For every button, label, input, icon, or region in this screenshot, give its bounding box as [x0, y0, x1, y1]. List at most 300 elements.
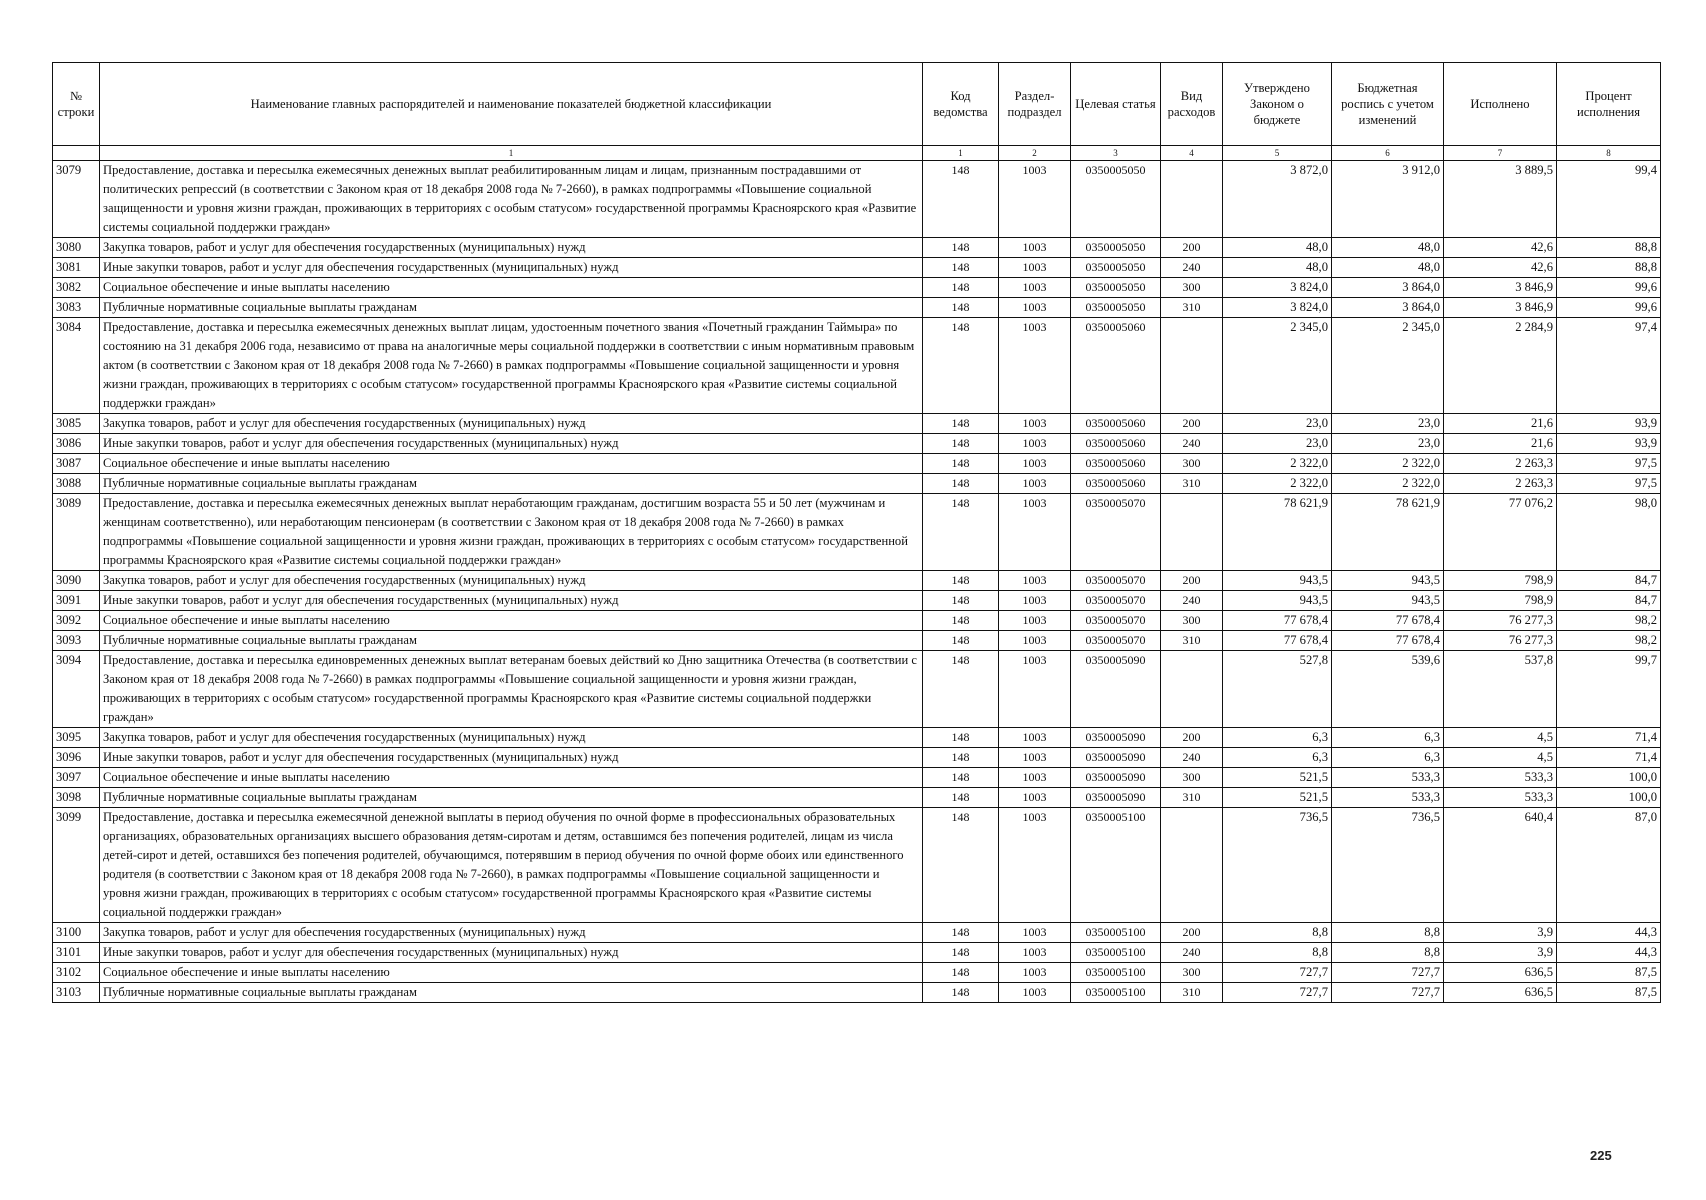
section-cell: 1003	[999, 768, 1071, 788]
percent-cell: 87,5	[1557, 963, 1661, 983]
target-cell: 0350005060	[1071, 454, 1161, 474]
executed-cell: 76 277,3	[1444, 611, 1557, 631]
approved-cell: 943,5	[1223, 591, 1332, 611]
approved-cell: 23,0	[1223, 414, 1332, 434]
ved-code-cell: 148	[923, 454, 999, 474]
percent-cell: 84,7	[1557, 571, 1661, 591]
ved-code-cell: 148	[923, 434, 999, 454]
target-cell: 0350005070	[1071, 591, 1161, 611]
expense-type-cell: 300	[1161, 768, 1223, 788]
budget-list-cell: 3 912,0	[1332, 161, 1444, 238]
budget-list-cell: 78 621,9	[1332, 494, 1444, 571]
header-row	[53, 63, 1661, 146]
executed-cell: 533,3	[1444, 768, 1557, 788]
section-cell: 1003	[999, 318, 1071, 414]
row-number-cell: 3099	[53, 808, 100, 923]
row-name-cell: Социальное обеспечение и иные выплаты населению	[100, 611, 923, 631]
ved-code-cell: 148	[923, 258, 999, 278]
row-name-cell: Закупка товаров, работ и услуг для обеспечения государственных (муниципальных) нужд	[100, 571, 923, 591]
approved-cell: 78 621,9	[1223, 494, 1332, 571]
expense-type-cell: 240	[1161, 748, 1223, 768]
row-number-cell: 3089	[53, 494, 100, 571]
ved-code-cell: 148	[923, 631, 999, 651]
approved-cell: 521,5	[1223, 768, 1332, 788]
page-number: 225	[1590, 1148, 1612, 1163]
section-cell: 1003	[999, 571, 1071, 591]
executed-cell: 533,3	[1444, 788, 1557, 808]
percent-cell: 87,0	[1557, 808, 1661, 923]
table-row	[53, 728, 1661, 748]
section-cell: 1003	[999, 983, 1071, 1003]
percent-cell: 100,0	[1557, 788, 1661, 808]
row-number-cell: 3095	[53, 728, 100, 748]
ved-code-cell: 148	[923, 238, 999, 258]
budget-list-cell: 727,7	[1332, 983, 1444, 1003]
expense-type-cell: 300	[1161, 611, 1223, 631]
ved-code-cell: 148	[923, 318, 999, 414]
ved-code-cell: 148	[923, 474, 999, 494]
table-row	[53, 943, 1661, 963]
row-number-cell: 3080	[53, 238, 100, 258]
expense-type-cell: 310	[1161, 983, 1223, 1003]
ved-code-cell: 148	[923, 161, 999, 238]
approved-cell: 3 872,0	[1223, 161, 1332, 238]
section-cell: 1003	[999, 161, 1071, 238]
table-row	[53, 474, 1661, 494]
header-name: Наименование главных распорядителей и наименование показателей бюджетной классификации	[100, 63, 923, 146]
budget-list-cell: 23,0	[1332, 414, 1444, 434]
budget-list-cell: 6,3	[1332, 748, 1444, 768]
row-number-cell: 3083	[53, 298, 100, 318]
row-number-cell: 3100	[53, 923, 100, 943]
header-percent: Процент исполнения	[1557, 63, 1661, 146]
table-row	[53, 494, 1661, 571]
section-cell: 1003	[999, 728, 1071, 748]
executed-cell: 4,5	[1444, 728, 1557, 748]
table-row	[53, 298, 1661, 318]
section-cell: 1003	[999, 631, 1071, 651]
table-row	[53, 571, 1661, 591]
budget-list-cell: 6,3	[1332, 728, 1444, 748]
column-number: 4	[1161, 146, 1223, 161]
section-cell: 1003	[999, 258, 1071, 278]
percent-cell: 100,0	[1557, 768, 1661, 788]
row-name-cell: Социальное обеспечение и иные выплаты населению	[100, 768, 923, 788]
executed-cell: 537,8	[1444, 651, 1557, 728]
target-cell: 0350005100	[1071, 943, 1161, 963]
row-number-cell: 3086	[53, 434, 100, 454]
row-name-cell: Предоставление, доставка и пересылка ежемесячных денежных выплат лицам, удостоенным почетного звания «Почетный гражданин Таймыра» по состоянию на 31 декабря 2006 года, независимо от права на аналогичные меры социальной поддержки в соответствии с иным нормативным правовым актом (в соответствии с Законом края от 18 декабря 2008 года № 7-2660) в рамках подпрограммы «Повышение социальной защищенности и уровня жизни граждан, проживающих в территориях с особым статусом» государственной программы Красноярского края «Развитие системы социальной поддержки граждан»	[100, 318, 923, 414]
row-name-cell: Публичные нормативные социальные выплаты гражданам	[100, 474, 923, 494]
section-cell: 1003	[999, 591, 1071, 611]
expense-type-cell	[1161, 161, 1223, 238]
row-name-cell: Закупка товаров, работ и услуг для обеспечения государственных (муниципальных) нужд	[100, 923, 923, 943]
target-cell: 0350005060	[1071, 414, 1161, 434]
ved-code-cell: 148	[923, 943, 999, 963]
row-number-cell: 3079	[53, 161, 100, 238]
executed-cell: 4,5	[1444, 748, 1557, 768]
executed-cell: 3 846,9	[1444, 298, 1557, 318]
table-body	[53, 161, 1661, 1003]
table-row	[53, 238, 1661, 258]
section-cell: 1003	[999, 494, 1071, 571]
column-number: 6	[1332, 146, 1444, 161]
expense-type-cell: 310	[1161, 788, 1223, 808]
target-cell: 0350005100	[1071, 923, 1161, 943]
target-cell: 0350005100	[1071, 963, 1161, 983]
executed-cell: 3,9	[1444, 923, 1557, 943]
executed-cell: 21,6	[1444, 434, 1557, 454]
approved-cell: 521,5	[1223, 788, 1332, 808]
header-target: Целевая статья	[1071, 63, 1161, 146]
ved-code-cell: 148	[923, 278, 999, 298]
executed-cell: 2 284,9	[1444, 318, 1557, 414]
ved-code-cell: 148	[923, 748, 999, 768]
table-row	[53, 923, 1661, 943]
target-cell: 0350005050	[1071, 258, 1161, 278]
expense-type-cell	[1161, 494, 1223, 571]
approved-cell: 736,5	[1223, 808, 1332, 923]
row-name-cell: Публичные нормативные социальные выплаты гражданам	[100, 631, 923, 651]
expense-type-cell	[1161, 318, 1223, 414]
expense-type-cell: 200	[1161, 923, 1223, 943]
column-numbers-row	[53, 146, 1661, 161]
target-cell: 0350005090	[1071, 651, 1161, 728]
executed-cell: 21,6	[1444, 414, 1557, 434]
approved-cell: 727,7	[1223, 963, 1332, 983]
row-number-cell: 3091	[53, 591, 100, 611]
percent-cell: 44,3	[1557, 943, 1661, 963]
executed-cell: 640,4	[1444, 808, 1557, 923]
target-cell: 0350005050	[1071, 161, 1161, 238]
budget-list-cell: 727,7	[1332, 963, 1444, 983]
ved-code-cell: 148	[923, 768, 999, 788]
table-header	[53, 63, 1661, 161]
budget-list-cell: 2 322,0	[1332, 474, 1444, 494]
ved-code-cell: 148	[923, 591, 999, 611]
section-cell: 1003	[999, 298, 1071, 318]
column-number: 7	[1444, 146, 1557, 161]
row-number-cell: 3097	[53, 768, 100, 788]
percent-cell: 98,2	[1557, 611, 1661, 631]
expense-type-cell: 310	[1161, 631, 1223, 651]
column-number: 8	[1557, 146, 1661, 161]
budget-list-cell: 48,0	[1332, 258, 1444, 278]
budget-list-cell: 736,5	[1332, 808, 1444, 923]
percent-cell: 98,0	[1557, 494, 1661, 571]
target-cell: 0350005070	[1071, 611, 1161, 631]
approved-cell: 6,3	[1223, 748, 1332, 768]
ved-code-cell: 148	[923, 414, 999, 434]
target-cell: 0350005060	[1071, 318, 1161, 414]
row-name-cell: Предоставление, доставка и пересылка ежемесячной денежной выплаты в период обучения по очной форме в профессиональных образовательных организациях, образовательных организациях высшего образования детям-сиротам и детям, оставшимся без попечения родителей, лицам из числа детей-сирот и детей, оставшихся без попечения родителей, обучающимся, потерявшим в период обучения по очной форме обоих или единственного родителя (в соответствии с Законом края от 18 декабря 2008 года № 7-2660), в рамках подпрограммы «Повышение социальной защищенности и уровня жизни граждан, проживающих в территориях с особым статусом» государственной программы Красноярского края «Развитие системы социальной поддержки граждан»	[100, 808, 923, 923]
row-number-cell: 3103	[53, 983, 100, 1003]
percent-cell: 71,4	[1557, 748, 1661, 768]
section-cell: 1003	[999, 611, 1071, 631]
executed-cell: 798,9	[1444, 571, 1557, 591]
approved-cell: 2 345,0	[1223, 318, 1332, 414]
target-cell: 0350005090	[1071, 748, 1161, 768]
percent-cell: 99,6	[1557, 298, 1661, 318]
budget-list-cell: 8,8	[1332, 923, 1444, 943]
section-cell: 1003	[999, 808, 1071, 923]
percent-cell: 88,8	[1557, 258, 1661, 278]
percent-cell: 97,5	[1557, 474, 1661, 494]
header-expense-type: Вид расходов	[1161, 63, 1223, 146]
executed-cell: 77 076,2	[1444, 494, 1557, 571]
row-number-cell: 3101	[53, 943, 100, 963]
approved-cell: 3 824,0	[1223, 298, 1332, 318]
expense-type-cell: 300	[1161, 278, 1223, 298]
table-row	[53, 434, 1661, 454]
section-cell: 1003	[999, 238, 1071, 258]
expense-type-cell: 310	[1161, 298, 1223, 318]
executed-cell: 3,9	[1444, 943, 1557, 963]
executed-cell: 42,6	[1444, 238, 1557, 258]
target-cell: 0350005050	[1071, 238, 1161, 258]
table-row	[53, 651, 1661, 728]
row-name-cell: Предоставление, доставка и пересылка ежемесячных денежных выплат неработающим гражданам, достигшим возраста 55 и 50 лет (мужчинам и женщинам соответственно), или неработающим пенсионерам (в соответствии с Законом края от 18 декабря 2008 года № 7-2660) в рамках подпрограммы «Повышение социальной защищенности и уровня жизни граждан, проживающих в территориях с особым статусом» государственной программы Красноярского края «Развитие системы социальной поддержки граждан»	[100, 494, 923, 571]
budget-list-cell: 2 322,0	[1332, 454, 1444, 474]
table-row	[53, 414, 1661, 434]
section-cell: 1003	[999, 748, 1071, 768]
executed-cell: 3 889,5	[1444, 161, 1557, 238]
row-name-cell: Иные закупки товаров, работ и услуг для обеспечения государственных (муниципальных) нужд	[100, 434, 923, 454]
expense-type-cell: 200	[1161, 414, 1223, 434]
row-number-cell: 3093	[53, 631, 100, 651]
approved-cell: 943,5	[1223, 571, 1332, 591]
table-row	[53, 631, 1661, 651]
budget-list-cell: 77 678,4	[1332, 611, 1444, 631]
percent-cell: 44,3	[1557, 923, 1661, 943]
budget-list-cell: 77 678,4	[1332, 631, 1444, 651]
percent-cell: 99,7	[1557, 651, 1661, 728]
row-number-cell: 3088	[53, 474, 100, 494]
expense-type-cell: 300	[1161, 963, 1223, 983]
section-cell: 1003	[999, 414, 1071, 434]
section-cell: 1003	[999, 788, 1071, 808]
percent-cell: 93,9	[1557, 414, 1661, 434]
expense-type-cell: 200	[1161, 571, 1223, 591]
approved-cell: 48,0	[1223, 258, 1332, 278]
ved-code-cell: 148	[923, 494, 999, 571]
table-row	[53, 963, 1661, 983]
header-approved: Утверждено Законом о бюджете	[1223, 63, 1332, 146]
header-executed: Исполнено	[1444, 63, 1557, 146]
table-row	[53, 454, 1661, 474]
percent-cell: 87,5	[1557, 983, 1661, 1003]
executed-cell: 2 263,3	[1444, 454, 1557, 474]
row-number-cell: 3082	[53, 278, 100, 298]
budget-list-cell: 533,3	[1332, 768, 1444, 788]
expense-type-cell: 310	[1161, 474, 1223, 494]
ved-code-cell: 148	[923, 611, 999, 631]
budget-list-cell: 943,5	[1332, 591, 1444, 611]
row-name-cell: Публичные нормативные социальные выплаты гражданам	[100, 298, 923, 318]
budget-list-cell: 48,0	[1332, 238, 1444, 258]
target-cell: 0350005090	[1071, 728, 1161, 748]
expense-type-cell	[1161, 651, 1223, 728]
row-name-cell: Публичные нормативные социальные выплаты гражданам	[100, 983, 923, 1003]
approved-cell: 2 322,0	[1223, 474, 1332, 494]
section-cell: 1003	[999, 474, 1071, 494]
target-cell: 0350005070	[1071, 494, 1161, 571]
table-row	[53, 808, 1661, 923]
header-row-number: № строки	[53, 63, 100, 146]
target-cell: 0350005050	[1071, 278, 1161, 298]
row-name-cell: Социальное обеспечение и иные выплаты населению	[100, 963, 923, 983]
expense-type-cell	[1161, 808, 1223, 923]
column-number: 1	[923, 146, 999, 161]
table-row	[53, 983, 1661, 1003]
budget-list-cell: 23,0	[1332, 434, 1444, 454]
budget-list-cell: 8,8	[1332, 943, 1444, 963]
column-number: 2	[999, 146, 1071, 161]
table-row	[53, 161, 1661, 238]
row-number-cell: 3087	[53, 454, 100, 474]
row-number-cell: 3081	[53, 258, 100, 278]
row-name-cell: Социальное обеспечение и иные выплаты населению	[100, 278, 923, 298]
approved-cell: 8,8	[1223, 943, 1332, 963]
section-cell: 1003	[999, 923, 1071, 943]
row-name-cell: Закупка товаров, работ и услуг для обеспечения государственных (муниципальных) нужд	[100, 728, 923, 748]
executed-cell: 2 263,3	[1444, 474, 1557, 494]
approved-cell: 77 678,4	[1223, 631, 1332, 651]
executed-cell: 76 277,3	[1444, 631, 1557, 651]
percent-cell: 97,4	[1557, 318, 1661, 414]
table-row	[53, 788, 1661, 808]
row-number-cell: 3084	[53, 318, 100, 414]
expense-type-cell: 240	[1161, 434, 1223, 454]
approved-cell: 8,8	[1223, 923, 1332, 943]
section-cell: 1003	[999, 943, 1071, 963]
row-name-cell: Публичные нормативные социальные выплаты гражданам	[100, 788, 923, 808]
ved-code-cell: 148	[923, 788, 999, 808]
section-cell: 1003	[999, 278, 1071, 298]
approved-cell: 48,0	[1223, 238, 1332, 258]
row-name-cell: Иные закупки товаров, работ и услуг для обеспечения государственных (муниципальных) нужд	[100, 591, 923, 611]
percent-cell: 93,9	[1557, 434, 1661, 454]
header-budget-list: Бюджетная роспись с учетом изменений	[1332, 63, 1444, 146]
row-name-cell: Иные закупки товаров, работ и услуг для обеспечения государственных (муниципальных) нужд	[100, 258, 923, 278]
section-cell: 1003	[999, 651, 1071, 728]
ved-code-cell: 148	[923, 983, 999, 1003]
ved-code-cell: 148	[923, 808, 999, 923]
section-cell: 1003	[999, 963, 1071, 983]
row-number-cell: 3094	[53, 651, 100, 728]
percent-cell: 97,5	[1557, 454, 1661, 474]
budget-execution-table	[52, 62, 1661, 1003]
row-name-cell: Иные закупки товаров, работ и услуг для обеспечения государственных (муниципальных) нужд	[100, 748, 923, 768]
budget-list-cell: 3 864,0	[1332, 278, 1444, 298]
column-number	[53, 146, 100, 161]
expense-type-cell: 200	[1161, 728, 1223, 748]
row-number-cell: 3085	[53, 414, 100, 434]
approved-cell: 6,3	[1223, 728, 1332, 748]
approved-cell: 727,7	[1223, 983, 1332, 1003]
row-number-cell: 3092	[53, 611, 100, 631]
executed-cell: 42,6	[1444, 258, 1557, 278]
column-number: 5	[1223, 146, 1332, 161]
executed-cell: 798,9	[1444, 591, 1557, 611]
percent-cell: 88,8	[1557, 238, 1661, 258]
percent-cell: 98,2	[1557, 631, 1661, 651]
approved-cell: 77 678,4	[1223, 611, 1332, 631]
approved-cell: 23,0	[1223, 434, 1332, 454]
row-number-cell: 3090	[53, 571, 100, 591]
percent-cell: 99,6	[1557, 278, 1661, 298]
table-row	[53, 748, 1661, 768]
row-number-cell: 3098	[53, 788, 100, 808]
row-number-cell: 3102	[53, 963, 100, 983]
approved-cell: 3 824,0	[1223, 278, 1332, 298]
section-cell: 1003	[999, 454, 1071, 474]
budget-list-cell: 943,5	[1332, 571, 1444, 591]
percent-cell: 71,4	[1557, 728, 1661, 748]
target-cell: 0350005070	[1071, 571, 1161, 591]
target-cell: 0350005100	[1071, 808, 1161, 923]
ved-code-cell: 148	[923, 571, 999, 591]
table-row	[53, 611, 1661, 631]
row-name-cell: Иные закупки товаров, работ и услуг для обеспечения государственных (муниципальных) нужд	[100, 943, 923, 963]
executed-cell: 636,5	[1444, 963, 1557, 983]
target-cell: 0350005060	[1071, 474, 1161, 494]
target-cell: 0350005070	[1071, 631, 1161, 651]
row-name-cell: Предоставление, доставка и пересылка единовременных денежных выплат ветеранам боевых действий ко Дню защитника Отечества (в соответствии с Законом края от 18 декабря 2008 года № 7-2660) в рамках подпрограммы «Повышение социальной защищенности и уровня жизни граждан, проживающих в территориях с особым статусом» государственной программы Красноярского края «Развитие системы социальной поддержки граждан»	[100, 651, 923, 728]
percent-cell: 99,4	[1557, 161, 1661, 238]
table-row	[53, 318, 1661, 414]
ved-code-cell: 148	[923, 298, 999, 318]
budget-list-cell: 533,3	[1332, 788, 1444, 808]
executed-cell: 3 846,9	[1444, 278, 1557, 298]
column-number: 1	[100, 146, 923, 161]
approved-cell: 527,8	[1223, 651, 1332, 728]
expense-type-cell: 240	[1161, 591, 1223, 611]
row-name-cell: Предоставление, доставка и пересылка ежемесячных денежных выплат реабилитированным лицам и лицам, признанным пострадавшими от политических репрессий (в соответствии с Законом края от 18 декабря 2008 года № 7-2660), в рамках подпрограммы «Повышение социальной защищенности и уровня жизни граждан, проживающих в территориях с особым статусом» государственной программы Красноярского края «Развитие системы социальной поддержки граждан»	[100, 161, 923, 238]
expense-type-cell: 300	[1161, 454, 1223, 474]
row-name-cell: Социальное обеспечение и иные выплаты населению	[100, 454, 923, 474]
target-cell: 0350005050	[1071, 298, 1161, 318]
budget-list-cell: 539,6	[1332, 651, 1444, 728]
budget-list-cell: 2 345,0	[1332, 318, 1444, 414]
target-cell: 0350005100	[1071, 983, 1161, 1003]
ved-code-cell: 148	[923, 651, 999, 728]
header-ved-code: Код ведомства	[923, 63, 999, 146]
target-cell: 0350005060	[1071, 434, 1161, 454]
expense-type-cell: 240	[1161, 943, 1223, 963]
table-row	[53, 258, 1661, 278]
percent-cell: 84,7	[1557, 591, 1661, 611]
row-name-cell: Закупка товаров, работ и услуг для обеспечения государственных (муниципальных) нужд	[100, 414, 923, 434]
ved-code-cell: 148	[923, 963, 999, 983]
target-cell: 0350005090	[1071, 768, 1161, 788]
table-row	[53, 278, 1661, 298]
approved-cell: 2 322,0	[1223, 454, 1332, 474]
table-row	[53, 768, 1661, 788]
table-row	[53, 591, 1661, 611]
expense-type-cell: 240	[1161, 258, 1223, 278]
ved-code-cell: 148	[923, 728, 999, 748]
row-number-cell: 3096	[53, 748, 100, 768]
section-cell: 1003	[999, 434, 1071, 454]
header-section: Раздел-подраздел	[999, 63, 1071, 146]
executed-cell: 636,5	[1444, 983, 1557, 1003]
row-name-cell: Закупка товаров, работ и услуг для обеспечения государственных (муниципальных) нужд	[100, 238, 923, 258]
column-number: 3	[1071, 146, 1161, 161]
target-cell: 0350005090	[1071, 788, 1161, 808]
expense-type-cell: 200	[1161, 238, 1223, 258]
budget-list-cell: 3 864,0	[1332, 298, 1444, 318]
